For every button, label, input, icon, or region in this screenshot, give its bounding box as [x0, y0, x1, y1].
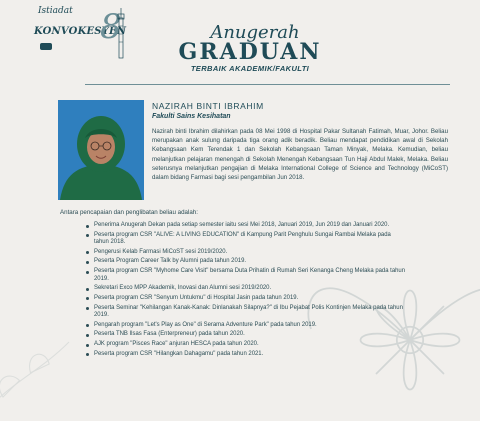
bullet-icon: [86, 334, 89, 337]
achievement-text: Sekretari Exco MPP Akademik, Inovasi dan Alumni sesi 2019/2020.: [94, 285, 272, 292]
graduate-faculty: Fakulti Sains Kesihatan: [152, 113, 231, 120]
achievement-text: Peserta program CSR "ALIVE: A LIVING EDUCATION" di Kampung Parit Penghulu Sungai Rambai Melaka pada tahun 2018.: [94, 231, 391, 246]
portrait-image: [58, 100, 144, 200]
bullet-icon: [86, 307, 89, 310]
bullet-icon: [86, 251, 89, 254]
list-item: [86, 232, 406, 247]
bullet-icon: [86, 234, 89, 237]
header-divider: [85, 84, 450, 85]
achievements-intro: Antara pencapaian dan penglibatan beliau adalah:: [60, 209, 198, 216]
logo-number: 8: [100, 7, 122, 47]
achievement-text: AJK program "Pisces Race" anjuran HESCA pada tahun 2020.: [94, 341, 259, 348]
bullet-icon: [86, 297, 89, 300]
achievements-list: [86, 222, 406, 360]
list-item: [86, 295, 406, 303]
list-item: [86, 268, 406, 283]
achievement-text: Peserta program CSR "Senyum Untukmu" di Hospital Jasin pada tahun 2019.: [94, 294, 299, 301]
logo-edition-text: Istiadat: [38, 6, 73, 16]
bullet-icon: [86, 353, 89, 356]
convocation-logo: [8, 4, 138, 62]
list-item: [86, 258, 406, 266]
award-title: [150, 24, 350, 73]
list-item: [86, 305, 406, 320]
list-item: [86, 331, 406, 339]
list-item: [86, 351, 406, 359]
award-title-line2: GRADUAN: [178, 39, 322, 65]
list-item: [86, 285, 406, 293]
award-title-line3: TERBAIK AKADEMIK/FAKULTI: [190, 64, 310, 73]
bullet-icon: [86, 288, 89, 291]
achievement-text: Peserta program CSR "Hilangkan Dahagamu" pada tahun 2021.: [94, 350, 264, 357]
achievement-text: Peserta TNB Ilsas Fasa (Enterpreneur) pada tahun 2020.: [94, 331, 245, 338]
leaf-decoration-icon: [0, 320, 80, 421]
award-title-line1: Anugerah: [210, 22, 300, 43]
bullet-icon: [86, 225, 89, 228]
list-item: [86, 222, 406, 230]
logo-title-text: KONVOKESYEN: [34, 26, 127, 37]
list-item: [86, 322, 406, 330]
logo-badge: [40, 43, 52, 50]
graduate-name: NAZIRAH BINTI IBRAHIM: [152, 101, 264, 111]
bullet-icon: [86, 344, 89, 347]
achievement-text: Peserta program CSR "Myhome Care Visit" bersama Duta Prihatin di Rumah Seri Kenanga Cheng Melaka pada tahun 2019.: [94, 268, 406, 282]
bullet-icon: [86, 261, 89, 264]
tower-icon: [116, 8, 126, 60]
achievement-text: Pengarah program "Let's Play as One" di Serama Adventure Park" pada tahun 2019.: [94, 321, 317, 328]
achievement-text: Pengerusi Kelab Farmasi MiCoST sesi 2019/2020.: [94, 248, 228, 255]
bullet-icon: [86, 324, 89, 327]
achievement-text: Peserta Seminar "Kehilangan Kanak-Kanak: Dinlanakah Silapnya?" di Ibu Pejabat Polis Kontinjen Melaka pada tahun 2019.: [94, 304, 403, 319]
graduate-photo: [58, 100, 144, 200]
list-item: [86, 249, 406, 257]
bullet-icon: [86, 271, 89, 274]
achievement-text: Penerima Anugerah Dekan pada setiap semester iaitu sesi Mei 2018, Januari 2019, Jun 2019 dan Januari 2020.: [94, 222, 390, 228]
achievement-text: Peserta Program Career Talk by Alumni pada tahun 2019.: [94, 258, 247, 265]
graduate-biography: Nazirah binti Ibrahim dilahirkan pada 08 Mei 1998 di Hospital Pakar Sultanah Fatimah, Muar, Johor. Beliau merupakan anak sulung daripada tiga orang adik beradik. Beliau mendapat pendidikan awal di Sekolah Kebangsaan Kem Terendak 1 dan Sekolah Kebangsaan Taman Minyak, Melaka. Kemudian, beliau melanjutkan pelajaran menengah di Sekolah Menengah Kebangsaan Tun Haji Abdul Malek, Melaka. Beliau seterusnya melanjutkan pengajian di Melaka International College of Science and Technology (MiCoST) dalam bidang Farmasi bagi sesi pengambilan Jun 2018.: [152, 128, 448, 182]
list-item: [86, 341, 406, 349]
